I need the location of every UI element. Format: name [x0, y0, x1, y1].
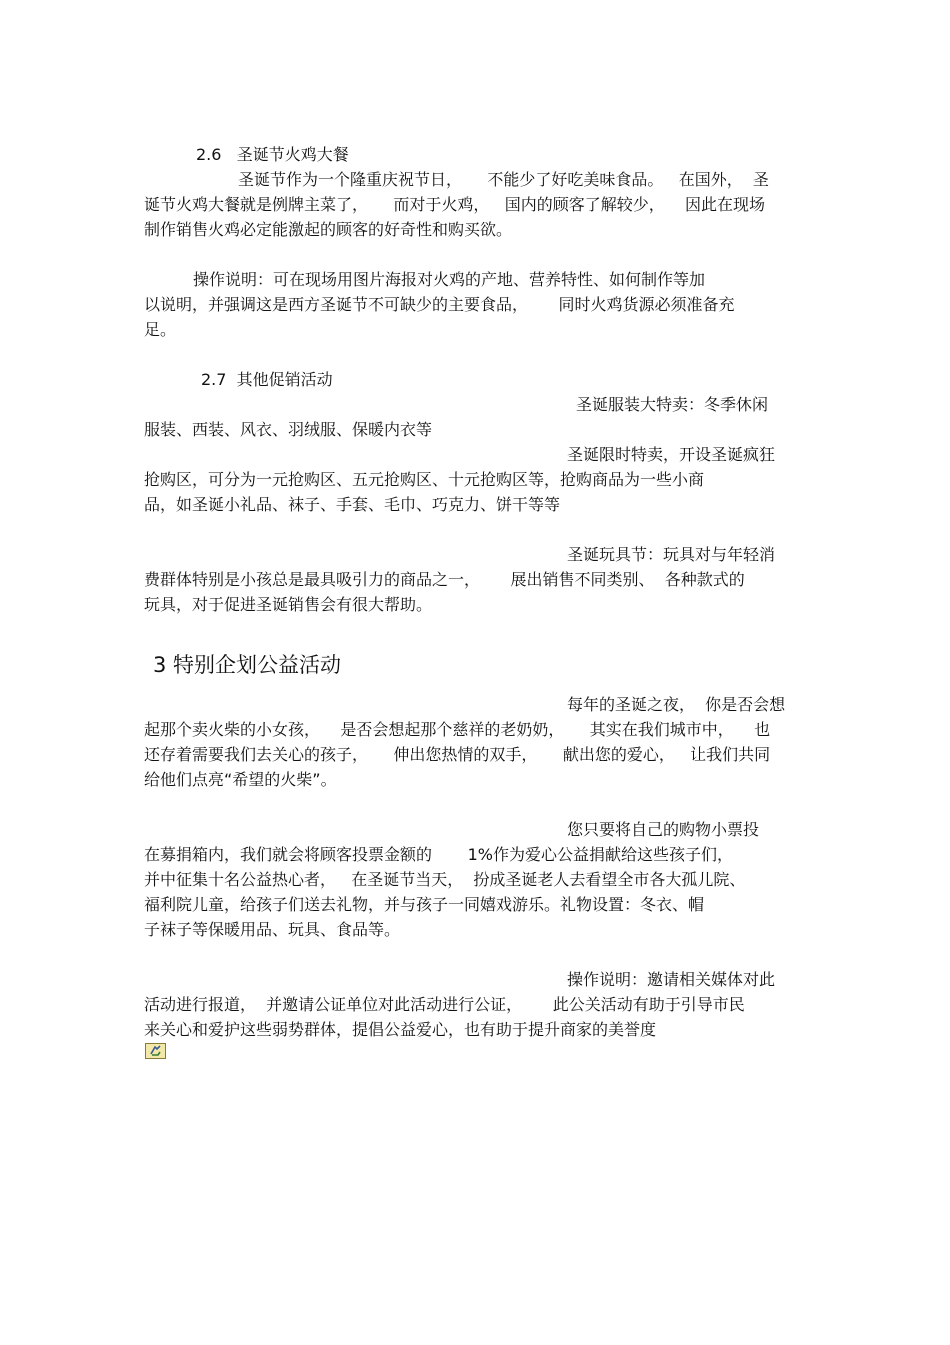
paragraph-line: 还存着需要我们去关心的孩子， 伸出您热情的双手， 献出您的爱心， 让我们共同	[144, 745, 771, 764]
paragraph-line: 子袜子等保暖用品、玩具、食品等。	[144, 920, 401, 939]
paragraph-line: 圣诞服装大特卖：冬季休闲	[576, 395, 769, 414]
section-heading-2-6: 2.6 圣诞节火鸡大餐	[196, 145, 349, 164]
paragraph-line: 足。	[144, 320, 177, 339]
paragraph-line: 来关心和爱护这些弱势群体，提倡公益爱心，也有助于提升商家的美誉度	[144, 1020, 657, 1039]
paragraph-line: 圣诞玩具节：玩具对与年轻消	[567, 545, 776, 564]
section-heading-2-7: 2.7 其他促销活动	[201, 370, 333, 389]
paragraph-line: 给他们点亮“希望的火柴”。	[144, 770, 337, 789]
paragraph-line: 服装、西装、风衣、羽绒服、保暖内衣等	[144, 420, 433, 439]
paragraph-line: 圣诞限时特卖，开设圣诞疯狂	[567, 445, 776, 464]
paragraph-line: 您只要将自己的购物小票投	[567, 820, 760, 839]
paragraph-line: 品，如圣诞小礼品、袜子、手套、毛巾、巧克力、饼干等等	[144, 495, 561, 514]
paragraph-line: 玩具，对于促进圣诞销售会有很大帮助。	[144, 595, 433, 614]
paragraph-line: 操作说明：邀请相关媒体对此	[567, 970, 776, 989]
paragraph-line: 福利院儿童，给孩子们送去礼物，并与孩子一同嬉戏游乐。礼物设置：冬衣、帽	[144, 895, 705, 914]
paragraph-line: 并中征集十名公益热心者， 在圣诞节当天， 扮成圣诞老人去看望全市各大孤儿院、	[144, 870, 746, 889]
section-heading-3: 3 特别企划公益活动	[153, 653, 342, 677]
paragraph-line: 起那个卖火柴的小女孩， 是否会想起那个慈祥的老奶奶， 其实在我们城市中， 也	[144, 720, 771, 739]
paragraph-line: 圣诞节作为一个隆重庆祝节日， 不能少了好吃美味食品。 在国外， 圣	[238, 170, 769, 189]
paragraph-line: 以说明，并强调这是西方圣诞节不可缺少的主要食品， 同时火鸡货源必须准备充	[144, 295, 735, 314]
paragraph-line: 每年的圣诞之夜， 你是否会想	[567, 695, 786, 714]
paragraph-line: 费群体特别是小孩总是最具吸引力的商品之一， 展出销售不同类别、 各种款式的	[144, 570, 745, 589]
embedded-object-icon[interactable]	[145, 1043, 166, 1059]
paragraph-line: 在募捐箱内，我们就会将顾客投票金额的 1%作为爱心公益捐献给这些孩子们，	[144, 845, 733, 864]
paragraph-line: 操作说明：可在现场用图片海报对火鸡的产地、营养特性、如何制作等加	[193, 270, 706, 289]
paragraph-line: 制作销售火鸡必定能激起的顾客的好奇性和购买欲。	[144, 220, 513, 239]
paragraph-line: 诞节火鸡大餐就是例牌主菜了， 而对于火鸡， 国内的顾客了解较少， 因此在现场	[144, 195, 766, 214]
paragraph-line: 抢购区，可分为一元抢购区、五元抢购区、十元抢购区等，抢购商品为一些小商	[144, 470, 705, 489]
paragraph-line: 活动进行报道， 并邀请公证单位对此活动进行公证， 此公关活动有助于引导市民	[144, 995, 745, 1014]
